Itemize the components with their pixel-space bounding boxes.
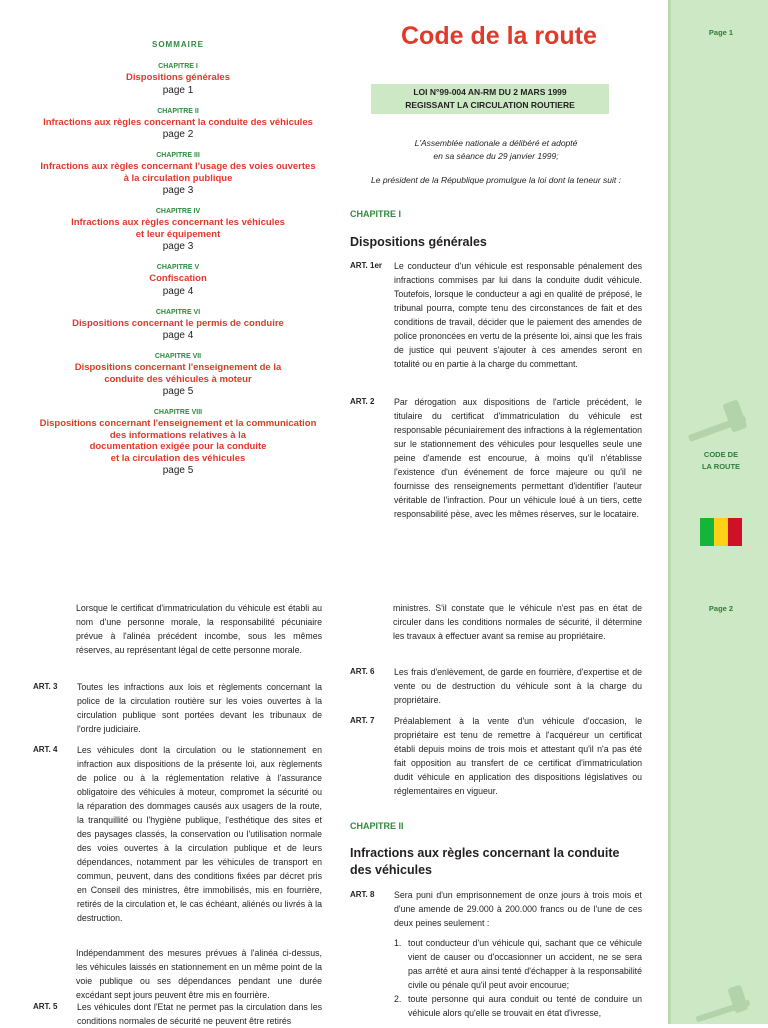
article bbox=[33, 680, 322, 736]
gavel-icon bbox=[691, 982, 761, 1024]
table-of-contents bbox=[30, 40, 326, 486]
toc-chapter-number: CHAPITRE II bbox=[157, 107, 199, 115]
article bbox=[33, 743, 322, 925]
article bbox=[350, 259, 642, 371]
article-continuation: Lorsque le certificat d'immatriculation du véhicule est établi au nom d'une personne morale, la responsabilité pécuniaire prévue à l'alinéa précédent incombe, sous les mêmes réserves, au représentant légal de cette personne morale. bbox=[76, 603, 322, 655]
toc-page-number: page 1 bbox=[162, 84, 194, 96]
article bbox=[350, 665, 642, 707]
mali-flag bbox=[700, 518, 742, 546]
article-text: Le conducteur d'un véhicule est responsable pénalement des infractions commises par lui dans la conduite dudit véhicule. Toutefois, lorsque le conducteur a agi en qualité de préposé, le tribunal pourra, compte tenu des circonstances de fait et des conditions de travail, décider que le paiement des amendes de police prononcées en vertu de la présente loi, ainsi que les frais de justice qui peuvent s'ajouter à ces amendes seront en totalité ou en partie à la charge du commettant. bbox=[394, 261, 642, 369]
list-item-text: tout conducteur d'un véhicule qui, sachant que ce véhicule vient de causer ou d'occasionner un accident, ne se sera pas arrêté et aura ainsi tenté d'échapper à la responsabilité civile ou pénale qu'il peut avoir encourue; bbox=[408, 938, 642, 990]
article bbox=[350, 888, 642, 930]
preamble-assembly: L'Assemblée nationale a délibéré et adopté en sa séance du 29 janvier 1999; bbox=[414, 138, 578, 161]
toc-page-number: page 5 bbox=[162, 465, 194, 476]
article-text: Les frais d'enlèvement, de garde en fourrière, d'expertise et de vente ou de destruction du véhicule sont à la charge du propriétaire. bbox=[394, 667, 642, 705]
chapter-label: CHAPITRE II bbox=[350, 821, 404, 831]
toc-chapter-name: Dispositions concernant le permis de conduire bbox=[72, 317, 284, 329]
toc-page-number: page 4 bbox=[162, 285, 194, 297]
article bbox=[350, 395, 642, 521]
toc-chapter-name: Dispositions concernant l'enseignement et la communication des informations relatives à la documentation exigée pour la conduite et la circulation des véhicules bbox=[39, 418, 317, 464]
toc-chapter-name: Infractions aux règles concernant l'usage des voies ouvertes à la circulation publique bbox=[40, 161, 316, 184]
list-item-text: toute personne qui aura conduit ou tenté de conduire un véhicule alors qu'elle se trouvait en état d'ivresse, bbox=[408, 994, 642, 1018]
list-item bbox=[394, 936, 642, 992]
toc-chapter-number: CHAPITRE VIII bbox=[153, 409, 203, 416]
article-text: Sera puni d'un emprisonnement de onze jours à trois mois et d'une amende de 29.000 à 200.000 francs ou de l'une de ces deux peines seulement : bbox=[394, 890, 642, 928]
article-number: ART. 5 bbox=[33, 1002, 58, 1011]
toc-chapter-name: Confiscation bbox=[149, 273, 207, 284]
toc-chapter-number: CHAPITRE I bbox=[158, 63, 198, 70]
article-text: Préalablement à la vente d'un véhicule d'occasion, le propriétaire est tenu de remettre à l'acquéreur un certificat établi depuis moins de trois mois et attestant qu'il n'a pas été fait opposition au transfert de ce certificat d'immatriculation dudit véhicule en application des dispositions législatives ou réglementaires en vigueur. bbox=[394, 716, 642, 796]
article-text: Les véhicules dont la circulation ou le stationnement en infraction aux dispositions de la présente loi, aux règlements de police ou à la réglementation relative à l'assurance obligatoire des véhicules à moteur, compromet la sécurité ou la réparation des dommages causés aux usagers de la route, la tranquillité ou l'hygiène publique, l'esthétique des sites et des paysages classés, la conservation ou l'utilisation normale des voies ouvertes à la circulation publique et de leurs dépendances, notamment par les véhicules de transport en commun, peuvent, dans des conditions fixées par décret pris en Conseil des ministres, être immobilisés, mis en fourrière, retirés de la circulation et, le cas échéant, aliénés ou livrés à la destruction. bbox=[77, 745, 322, 923]
toc-entry[interactable] bbox=[30, 307, 326, 344]
toc-page-number: page 3 bbox=[162, 241, 194, 252]
toc-chapter-number: CHAPITRE VI bbox=[155, 308, 201, 316]
toc-chapter-number: CHAPITRE III bbox=[156, 152, 200, 159]
article-number: ART. 3 bbox=[33, 682, 58, 691]
page-2-label: Page 2 bbox=[708, 604, 734, 613]
list-item-number: 2. bbox=[394, 994, 402, 1004]
article bbox=[350, 714, 642, 798]
chapter-label: CHAPITRE I bbox=[350, 209, 402, 219]
sidebar bbox=[668, 0, 768, 1024]
toc-page-number: page 2 bbox=[162, 129, 194, 140]
code-de-la-route-label: CODE DE LA ROUTE bbox=[701, 450, 741, 471]
toc-entry[interactable] bbox=[30, 61, 326, 98]
law-reference-box bbox=[371, 84, 609, 114]
article-continuation: ministres. S'il constate que le véhicule n'est pas en état de circuler dans les conditions normales de sécurité, il détermine les travaux à effectuer avant sa remise au propriétaire. bbox=[393, 603, 642, 641]
preamble-president: Le président de la République promulgue la loi dont la teneur suit : bbox=[371, 175, 621, 185]
law-reference-line: LOI N°99-004 AN-RM DU 2 MARS 1999 bbox=[413, 87, 567, 97]
article-number: ART. 8 bbox=[350, 890, 375, 899]
toc-page-number: page 4 bbox=[162, 330, 194, 341]
toc-entry[interactable] bbox=[30, 206, 326, 254]
page-1-label: Page 1 bbox=[708, 28, 734, 37]
toc-entry[interactable] bbox=[30, 150, 326, 198]
toc-title: SOMMAIRE bbox=[152, 40, 204, 49]
article-number: ART. 2 bbox=[350, 397, 375, 406]
toc-chapter-number: CHAPITRE VII bbox=[154, 353, 202, 360]
article-number: ART. 1er bbox=[350, 261, 383, 270]
article-text: Par dérogation aux dispositions de l'article précédent, le titulaire du certificat d'immatriculation du véhicule est responsable pécuniairement des infractions à la réglementation sur le stationnement des véhicules pour lesquelles seule une peine d'amende est encourue, à moins qu'il n'établisse l'existence d'un événement de force majeure ou qu'il ne fournisse des renseignements permettant d'identifier l'auteur véritable de l'infraction. Pour un véhicule loué à un tiers, cette responsabilité pèse, avec les mêmes réserves, sur le locataire. bbox=[394, 397, 642, 519]
gavel-icon bbox=[683, 395, 759, 455]
toc-page-number: page 5 bbox=[162, 386, 194, 397]
toc-chapter-name: Dispositions générales bbox=[125, 72, 230, 83]
article-text: Toutes les infractions aux lois et règlements concernant la police de la circulation routière sur les voies ouvertes à la circulation publique sont portées devant les tribunaux de l'ordre judiciaire. bbox=[77, 682, 322, 734]
chapter-heading: Dispositions générales bbox=[350, 235, 487, 249]
toc-page-number: page 3 bbox=[162, 185, 194, 196]
document-title: Code de la route bbox=[401, 22, 597, 50]
toc-chapter-number: CHAPITRE IV bbox=[155, 208, 201, 215]
toc-entry[interactable] bbox=[30, 106, 326, 143]
law-reference-line: REGISSANT LA CIRCULATION ROUTIERE bbox=[405, 100, 575, 110]
toc-entry[interactable] bbox=[30, 351, 326, 399]
toc-chapter-number: CHAPITRE V bbox=[156, 264, 200, 271]
list-item bbox=[394, 992, 642, 1020]
toc-entry[interactable] bbox=[30, 407, 326, 478]
toc-chapter-name: Dispositions concernant l'enseignement de la conduite des véhicules à moteur bbox=[74, 362, 282, 385]
toc-chapter-name: Infractions aux règles concernant la conduite des véhicules bbox=[43, 116, 313, 128]
article-number: ART. 6 bbox=[350, 667, 375, 676]
toc-chapter-name: Infractions aux règles concernant les véhicules et leur équipement bbox=[71, 217, 285, 240]
chapter-heading: Infractions aux règles concernant la conduite des véhicules bbox=[350, 846, 620, 877]
article-number: ART. 4 bbox=[33, 745, 58, 754]
article-number: ART. 7 bbox=[350, 716, 375, 725]
article-continuation: Indépendamment des mesures prévues à l'alinéa ci-dessus, les véhicules laissés en stationnement en un même point de la voie publique ou ses dépendances pendant une durée excédant sept jours peuvent être mis en fourrière. bbox=[76, 948, 322, 1000]
toc-entry[interactable] bbox=[30, 262, 326, 299]
article-text: Les véhicules dont l'Etat ne permet pas la circulation dans les conditions normales de sécurité ne peuvent être retirés bbox=[77, 1002, 322, 1026]
list-item-number: 1. bbox=[394, 938, 402, 948]
